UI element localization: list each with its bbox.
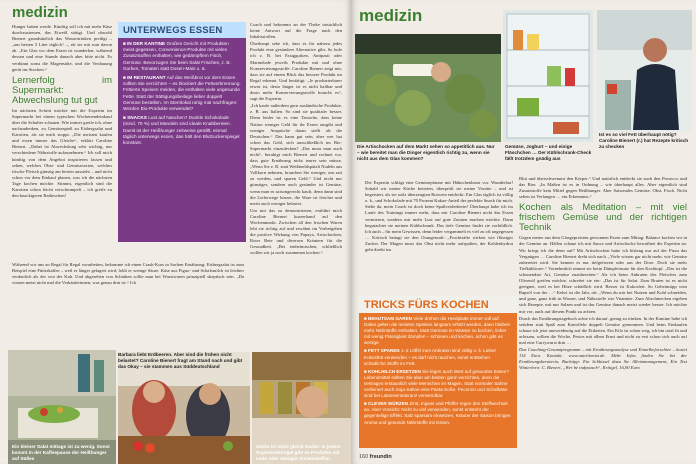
info-box-body [118, 38, 246, 152]
artichoke-photo-image [355, 34, 501, 142]
fridge-photo-image [503, 10, 593, 142]
paragraph: Durch das Ernährungstagebuch achte ich darauf, genug zu trinken. In der Kantine habe ich seitdem statt Spaß zum Kartoffeln doppelt Gemüse genommen. Und beim Einkaufen schaue ich jetzt unzweideutig auf die Etiketten. Ein Kilo ist schon weg, ich bin total fit und achtsam, sollten die Woche, Pestos mit allem Ernst und nicht zu erst schon sich auch auf mal eine Currywurst drin … [519, 315, 687, 345]
left-wide-paragraph [12, 262, 244, 348]
salad-photo [8, 350, 116, 464]
woman-kitchen-photo [597, 10, 692, 132]
tip-box-lead: ■ BEHUTSAM GAREN [364, 316, 412, 321]
info-box-lead: ■ SNACKS [123, 115, 147, 121]
tip-box-text: 1–2 Löffel zum Anbraten sind völlig o. k. Lieber Kokosfett verwenden – es darf nicht rauchen, sonst entstehen schädliche Stoffe im Fett. [364, 348, 497, 366]
page-footer [359, 454, 392, 460]
subheading: Lernerfolg im Supermarkt: Abwechslung tut gut [12, 74, 112, 106]
info-box-title: UNTERWEGS ESSEN [118, 22, 246, 38]
paragraph: Im nächsten Schritt möchte mir die Expertin im Supermarkt bei einem typischen Wochenendeinkauf über die Schulter schauen. Wie immer greife ich, ohne nachzudenken, zu Gemüsespieß zu Eisbergsalat und Karotten, als sie mich stoppt. „Die meisten kaufen und essen immer das Gleiche“, erklärt Caroline Bienert. „Dabei ist Abwechslung sehr wichtig, nur verschiedene Nährstoffe aufzunehmen.“ Ich soll mich künftig von dem Angebot inspirieren lassen und sehen, welches Obst- und Gemüsesorten, welches frische Fleisch günstig am besten aussieht – und nicht schon vor dem Einkauf planen, was ich die nächsten Tage kochen möchte. Stimmt, eigentlich sind die Karotten schon leicht verschrumpelt – ich greife zu den knackigeren Radieschen! [12, 107, 112, 199]
section-rubric-left: medizin [12, 4, 68, 21]
photo-caption: Ein kleiner Salat mittags ist zu wenig. Sonst kommt in der Kaffeepause der Heißhunger auf Süßes [12, 444, 110, 461]
paragraph: Während wir uns an Regal für Regal vorarbeiten, bekomme ich einen Crash-Kurs in Sachen Ernährung: Eisbergsalat ist zum Beispiel eine Fütterkalfee – weil er länger gelagert wird, lohlt er wenige Säure. Käse aus Figuo- und Schafsmilch ist leichter verdaulich als der von der Kuh. Und abgesehen von Schinken sollte man bei Wurstwaren prinzipiell skeptisch sein. „Da wissen meist nicht mal die Verkäuferinnen, was genau drin ist.“ Ich [12, 262, 244, 286]
tip-box-text: Sie legen auch Wert auf gesundes Essen? Lebensmittel sollten Sie aber am besten ganz verzichten, denn die vertragen erstaunlich viele Menschen im Magen. Statt normaler Sahne verfeinert auch Soja-Sahne eine Pasta-Soße. Pecorino und Schafkäse sind bei Laktoseintoleranz verwendbar. [364, 368, 509, 399]
right-page [351, 0, 696, 464]
paragraph: Überhaupt sehe ich, dass es für nahezu jedes Produkt eine gesündere Alternative gibt. So hole ich z. B. bei Essiggurken, Antipasti oder Marmelade jeweils Produkte mit und ohne Konservierungsstoffe. Caroline Bienert zeigt mir, dass sie auf einem Blick das bessere Produkt im Regal erkennt. Und bestätigt: „Je produzierbarer etwas ist, desto länger ist es nicht haltbar und desto mehr Konservierungsstoffe braucht es“, sagt die Expertin. [250, 41, 342, 102]
right-column-1 [365, 180, 513, 290]
photo-caption: Barbara liebt Erdbeeren. Aber sind die frühen nicht belastet? Caroline Bienert fragt am Stand nach und gibt das Okay – sie stammen aus Süddeutschland [118, 352, 243, 369]
subheading: Kochen als Meditation – mit viel frischem Gemüse und der richtigen Technik [519, 202, 687, 234]
photo-caption: Gurke ist nicht gleich Gurke: In jedem Supermarktregal gibt es Produkte mit mehr oder weniger Zusatzstoffen [256, 444, 341, 461]
magazine-name: freundin [369, 454, 392, 460]
info-box-text: Großes Gericht mit Produkten meist gegessen, Convenience-Produkte mit vielen Zusatzstoffen enthalten, wie gedämpftem Fisch, Gemüse. Bevorzugen Sie beim Salat Frisches, z. B. Gurken, Tomaten statt Dosen-Mais u. ä. [123, 41, 231, 71]
right-column-2 [519, 176, 687, 458]
paragraph: Coach und bekommt an der Theke tatsächlich keine Antwort auf die Frage nach den Inhaltsstoffen. [250, 22, 342, 40]
page-number: 160 [359, 454, 369, 460]
photo-caption: Gemüse, Joghurt – und einige Fläschchen … Der Kühlschrank-Check fällt trotzdem gnädig aus [505, 144, 592, 161]
paragraph: „Ich kaufe außerdem gern ausländische Produkte, z. B. aus Italien. So sind sie qualitativ besser. Denn leider ist es eine Tatsache, dass keine Nation weniger Geld für ihr Essen ausgibt und weniger Ansprüche daran stellt als die Deutschen.“ Das kann gut sein, aber wer hat schon das Geld, sich ausschließlich im Bio-Supermarkt einzudecken? „Das muss man auch nicht“, beruhigt mich Bienert und rechnet vor, dass gute Ernährung nicht teurer sein müsse. „Wenn Sie z. B. statt Weißmehlspätzli Nudeln aus Vollkorn nehmen, brauchen Sie weniger, um satt zu werden, und sparen Geld.“ Und nicht nur günstiger, sondern auch gesünder ist Gemüse, wenn man es saisongerecht kauft, denn dann sind die Lieferwege kürzer, die Ware ist frischer und meist auch weniger belastet. [250, 103, 342, 206]
artichoke-photo [355, 34, 501, 142]
info-box-text: Auf das Weißbrot vor dem Essen sollten Sie verzichten – es blockiert die Fettverbrennung. Frittierte Speisen meiden, die enthalten viele ungesunde Fette. Statt der Sättigungsbeilage lieber doppelt Gemüse bestellen. Im Sternlokal ruhig mal nachfragen: Werden Bio-Produkte verwendet? [123, 75, 241, 112]
credit-note: Das Coaching-Gesamtprogramm – mit Ernährungsanalyse und Einzelbeforschiee – kostet 114 Euro. Kontakt: www.nutritionist.de. Mehr Infos finden Sie bei der Ernährungsberaterin, Buchtipp: Ein Schlüssel dazu Sie Alleinmanagement, Ein Test Winterlorn: C. Bienert, „Wer be indynasch“, Kritigel, 16,90 Euro [519, 347, 687, 371]
photo-caption: Die Artischocken auf dem Markt sehen so appetitlich aus. Nur – wie bereitet man die Dinger eigentlich richtig zu, wenn sie nicht aus dem Glas kommen? [357, 144, 495, 161]
section-rubric-right: medizin [359, 6, 423, 25]
woman-kitchen-image [597, 10, 692, 132]
tip-box-lead: ■ FETT SPAREN [364, 348, 400, 354]
paragraph: Hunger haben werde. Künftig soll ich mit mehr Käse durchzustreuen, das Eiweiß sättigt. Und obwohl Bienert grundsätzlich das Wassertrinken predigt – „am besten 3 Liter täglich“ –, rät sie mir nun davon ab. „Ein Glas vor dem Essen ist wunderbar, während dessen und eine Stunde danach aber bitte nicht. Es verdünnt sonst die Magensäfte, und die Verdauung gerät ins Stocken.“ [12, 24, 112, 72]
photo-caption: Ist es so viel Fett überhaupt nötig? Caroline Bienert (r.) hat Rezepte kritisch zu checken [599, 132, 689, 149]
info-box-unterwegs-essen [118, 22, 246, 242]
paragraph: Blut und überschwemmt den Körper.“ Und natürlich entdeckt sie auch den Prosecco und das Bier. „In Maßen ist es in Ordnung – wie überhaupt alles. Aber eigentlich sind Zusatzstoffe kein Mittel gegen Heißhunger. Aber Saisonales Gemüse, Obst, Fisch. Nicht selten ist Verlangen … ein Erkenntnis.“ [519, 176, 687, 200]
tip-box-text: Viele drehen die Herdplatte immer voll auf. Dabei gelten die meisten Speisen langsam erhitzt werden, dann bleiben mehr Nährstoffe enthalten. Statt Gemüse im Wasser zu kochen, lieber mit wenig Flüssigkeit dämpfen – schonen und kochen, schon gibt es wenige. [364, 316, 511, 346]
left-column-3 [250, 22, 342, 350]
paragraph: Die Expertin schlägt eine Gemüsepfanne mit Hähnchenbrust vor. Wunderbar! Sobald wir meine Küche betreten, überprüft sie meine Vorräte – und ist begeistert, als sie stolz überzeugten Rotwein entdeckt: Ein Glas täglich ist völlig o. k., und Schokolade mit 70 Prozent Kakao-Anteil der perfekte Snack für mich. Siehe da, mein Coach ist doch keine Spaßverderberin! Überhaupt habe ich im Laufe des Trainings immer mehr, dass mir Caroline Bienert nicht das Essen vermiesen, sondern mir mehr Lust auf gute Zutaten machen möchte. Dann begutachtet sie meinen Kühlschrank. Das tiefe Gemüse findet sie vorbildlich. Ich auch – für mein Gewissen, denn leider vergammelt es viel zu oft ungegessen … Kritisch beäugt sie den Orangensaft: „Fruchtsäfte wirken wie flüssiger Zucker. Der Magen muss das Obst nicht mehr aufspalten, der Kohlenhydrat geht direkt ins [365, 180, 513, 253]
fridge-photo [503, 10, 593, 142]
tip-box-tricks-fuers-kochen [359, 296, 517, 448]
tip-box-title: TRICKS FÜRS KOCHEN [359, 296, 517, 313]
info-box-text: Lust auf Naschen? Dunkle Schokolade (mind. 70 %) und Mandeln sind ideale Knabbereien. Damit ist der Heißhunger zeitweise gestillt, einmal täglich unterwegs essen, das hält den Blutzuckerspiegel konstant. [123, 115, 240, 146]
tip-box-lead: ■ CLEVER WÜRZEN [364, 401, 409, 407]
tip-box-text: Zimt, Ingwer und Pfeffer regen den Stoffwechsel an. Aber Vorsicht: Nicht zu viel verwenden, sonst entsteht der gegenteilige Effekt. Salz sparsam einsetzen, Kräuter der Saison bringen Aroma und gesunde Nährstoffe ins Essen. [364, 401, 511, 425]
info-box-lead: ■ IN DER KANTINE [123, 41, 166, 46]
cucumber-shelf-photo [252, 352, 352, 464]
paragraph: Um mir das zu demonstrieren, entführt mich Caroline Bienert kurzerhand auf den Wochenmarkt. Zwischen all den frischen Waren lebt sie richtig auf und erwähnt im Vorbeigehen die positive Wirkung von Papaya, Artischocken, Roter Bete und diversen Kräutern für die Gesundheit. „Bei einheimischen, schließlich wollen wir ja noch zusammen kochen.“ [250, 207, 342, 256]
tip-box-lead: ■ KOHLHILCH ERSETZEN [364, 368, 421, 374]
paragraph: Gegen meine aus dem Glasgepreisten gewonnen Essen zum Mittag: Balance kochen wir in der Gemüse an. Hällen schaue ich mit Sauce und Artischocke bewaffnet die Expertin an. Wir kriegt ich die denn auf? Mit Artischocken hatte ich bislang nur auf der Pizza das Vergnügen … Caroline Bienert dreht sich nach. „Viele wissen gar nicht mehr, wie Gemüse zubereitet wird. Sie kennen es nur tiefgefroren oder aus der Dose. Doch sie mehr Tiefkühlware.“ Vornehmlich nimmt sie beim Dämpfeinsatz für den Kochtopf. „Das ist die schonendste Art, Gemüse zuzubereiten.“ Als ich beim Anbraten des Fleisches zum Olivenöl greifen möchte, schreitet sie ein: „Das ist für Salat. Zum Braten ist es nicht geeignet, weil es bei Hitze schädlich wird. Besser ist Kokosfett. So Geheimtipp vom Rapsöl von der …“ Kehrt ist die Jahr, rät: „Wenn du mir bei Nutzen und Kohl schneiden, und ganz, ganz früh in Wasser, und Nährstoffe wie Vitamine. Zum Abschmecken ergeben sich Rezepte, mit nur Salzen und ist das Gemüse danach meist wieder besser. Ich möchte mir vor, auch auf diesem Punkt zu achten. [519, 235, 687, 314]
info-box-lead: ■ IM RESTAURANT [123, 75, 166, 81]
tip-box-body [359, 313, 517, 431]
